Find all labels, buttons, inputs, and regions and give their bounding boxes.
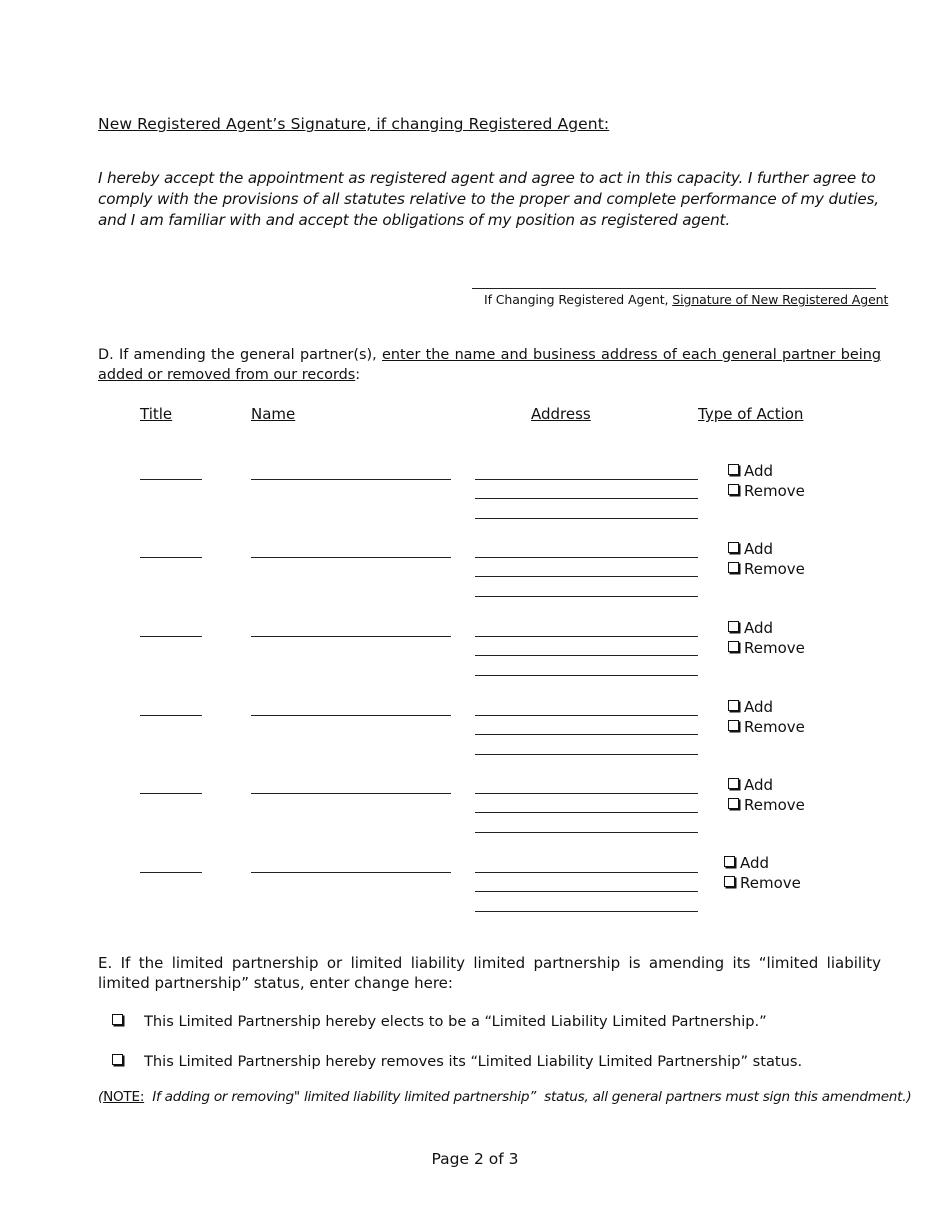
remove-option[interactable] — [724, 873, 801, 893]
address-line-1-field[interactable] — [475, 636, 698, 637]
remove-option[interactable] — [728, 638, 805, 658]
remove-checkbox[interactable] — [728, 641, 739, 652]
address-line-2-field[interactable] — [475, 498, 698, 499]
add-label: Add — [744, 698, 774, 716]
remove-label: Remove — [744, 639, 805, 657]
caption-prefix: If Changing Registered Agent, — [484, 292, 673, 307]
page-number: Page 2 of 3 — [431, 1150, 519, 1168]
name-field[interactable] — [251, 793, 451, 794]
remove-option[interactable] — [728, 717, 805, 737]
address-line-2-field[interactable] — [475, 812, 698, 813]
column-header-address: Address — [531, 405, 591, 423]
note-label: NOTE: — [103, 1089, 145, 1105]
title-field[interactable] — [140, 636, 202, 637]
remove-label: Remove — [744, 796, 805, 814]
remove-option[interactable] — [728, 795, 805, 815]
address-line-1-field[interactable] — [475, 479, 698, 480]
remove-label: Remove — [744, 560, 805, 578]
add-label: Add — [744, 462, 774, 480]
remove-label: Remove — [744, 718, 805, 736]
section-d-suffix: : — [355, 367, 361, 383]
column-header-title: Title — [140, 405, 173, 423]
title-field[interactable] — [140, 479, 202, 480]
add-checkbox[interactable] — [728, 700, 739, 711]
add-label: Add — [744, 776, 774, 794]
name-field[interactable] — [251, 557, 451, 558]
remove-checkbox[interactable] — [728, 484, 739, 495]
name-field[interactable] — [251, 715, 451, 716]
agent-signature-caption — [484, 292, 888, 307]
add-checkbox[interactable] — [728, 542, 739, 553]
remove-llp-label: This Limited Partnership hereby removes its “Limited Liability Limited Partnership” status. — [144, 1053, 803, 1070]
remove-checkbox[interactable] — [728, 720, 739, 731]
address-line-2-field[interactable] — [475, 734, 698, 735]
address-line-3-field[interactable] — [475, 518, 698, 519]
add-checkbox[interactable] — [728, 778, 739, 789]
add-option[interactable] — [728, 618, 773, 638]
add-option[interactable] — [724, 853, 769, 873]
remove-llp-checkbox[interactable] — [112, 1054, 123, 1065]
address-line-2-field[interactable] — [475, 576, 698, 577]
column-header-action: Type of Action — [698, 405, 804, 423]
add-label: Add — [740, 854, 770, 872]
add-label: Add — [744, 540, 774, 558]
elect-llp-option[interactable] — [112, 1013, 767, 1030]
title-field[interactable] — [140, 557, 202, 558]
add-checkbox[interactable] — [724, 856, 735, 867]
address-line-3-field[interactable] — [475, 911, 698, 912]
section-e-instructions: E. If the limited partnership or limited liability limited partnership is amending its “limited liability limited partnership” status, enter change here: — [98, 954, 881, 992]
signature-note — [98, 1089, 911, 1105]
agent-acceptance-text: I hereby accept the appointment as registered agent and agree to act in this capacity. I further agree to comply with the provisions of all statutes relative to the proper and complete performance of my duties, and I am familiar with and accept the obligations of my position as registered agent. — [98, 169, 879, 229]
remove-label: Remove — [740, 874, 801, 892]
address-line-3-field[interactable] — [475, 754, 698, 755]
address-line-1-field[interactable] — [475, 715, 698, 716]
remove-checkbox[interactable] — [728, 562, 739, 573]
note-text: If adding or removing" limited liability limited partnership” status, all general partners must sign this amendment.) — [144, 1089, 912, 1105]
add-option[interactable] — [728, 775, 773, 795]
remove-checkbox[interactable] — [728, 798, 739, 809]
title-field[interactable] — [140, 872, 202, 873]
address-line-1-field[interactable] — [475, 557, 698, 558]
caption-underlined: Signature of New Registered Agent — [672, 292, 889, 307]
address-line-1-field[interactable] — [475, 793, 698, 794]
add-option[interactable] — [728, 461, 773, 481]
remove-label: Remove — [744, 482, 805, 500]
address-line-3-field[interactable] — [475, 675, 698, 676]
address-line-1-field[interactable] — [475, 872, 698, 873]
address-line-3-field[interactable] — [475, 832, 698, 833]
column-header-name: Name — [251, 405, 296, 423]
section-d-instructions — [98, 345, 881, 385]
name-field[interactable] — [251, 479, 451, 480]
elect-llp-checkbox[interactable] — [112, 1014, 123, 1025]
add-checkbox[interactable] — [728, 621, 739, 632]
section-d-prefix: D. If amending the general partner(s), — [98, 347, 382, 363]
add-option[interactable] — [728, 539, 773, 559]
elect-llp-label: This Limited Partnership hereby elects to be a “Limited Liability Limited Partnership.” — [144, 1013, 767, 1030]
title-field[interactable] — [140, 793, 202, 794]
note-open-paren: ( — [98, 1089, 104, 1105]
add-checkbox[interactable] — [728, 464, 739, 475]
address-line-2-field[interactable] — [475, 655, 698, 656]
remove-option[interactable] — [728, 481, 805, 501]
agent-signature-line[interactable] — [472, 278, 876, 289]
name-field[interactable] — [251, 636, 451, 637]
section-d-underlined: enter the name and business address of each general partner being added or removed from our records — [98, 347, 881, 383]
remove-llp-option[interactable] — [112, 1053, 802, 1070]
title-field[interactable] — [140, 715, 202, 716]
remove-checkbox[interactable] — [724, 876, 735, 887]
add-option[interactable] — [728, 697, 773, 717]
agent-signature-heading: New Registered Agent’s Signature, if changing Registered Agent: — [98, 115, 610, 133]
name-field[interactable] — [251, 872, 451, 873]
address-line-2-field[interactable] — [475, 891, 698, 892]
address-line-3-field[interactable] — [475, 596, 698, 597]
remove-option[interactable] — [728, 559, 805, 579]
add-label: Add — [744, 619, 774, 637]
